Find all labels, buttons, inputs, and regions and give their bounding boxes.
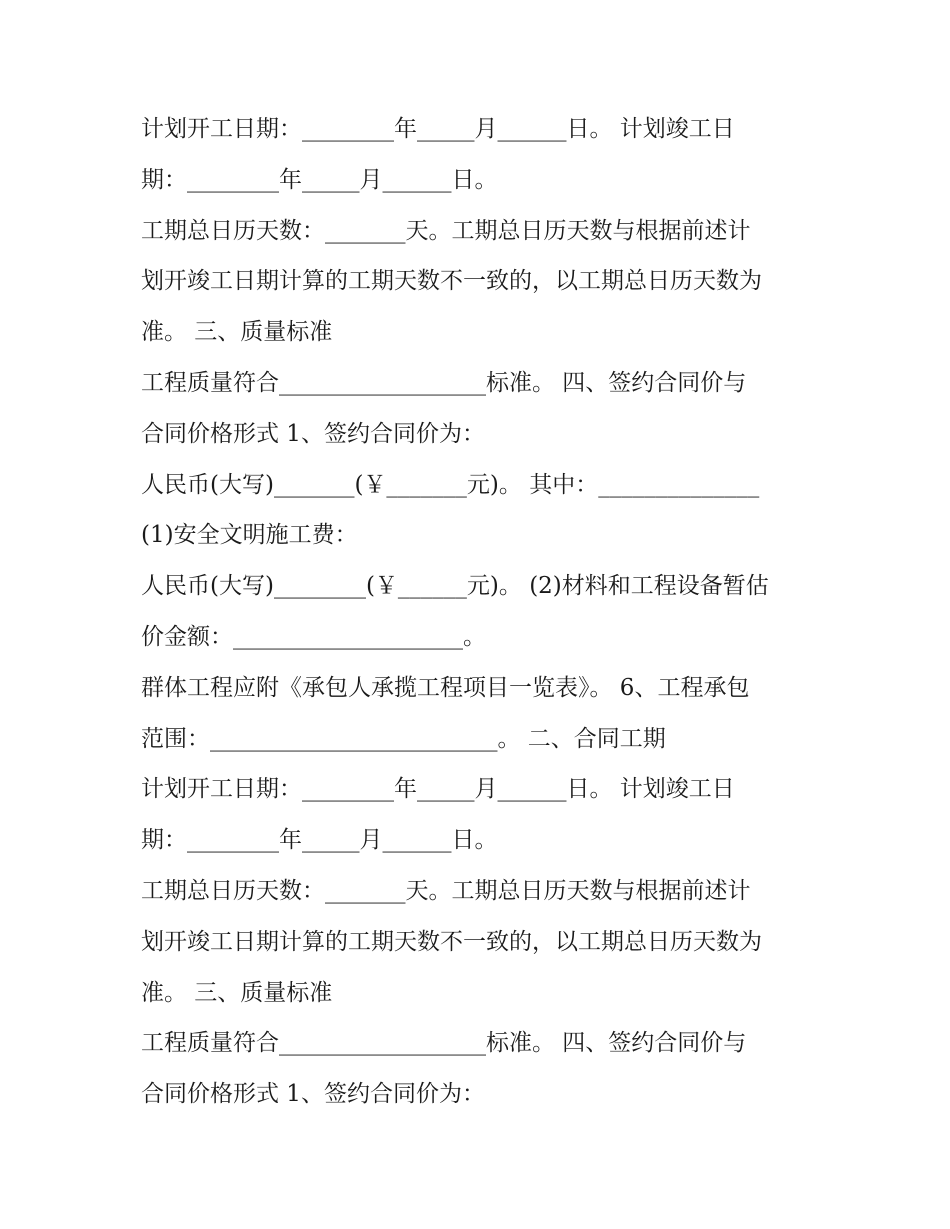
text-line: 价金额：____________________。	[141, 623, 486, 650]
text-line: 人民币(大写)________(￥______元)。 (2)材料和工程设备暂估	[141, 573, 769, 600]
text-line: (1)安全文明施工费：	[141, 522, 358, 549]
text-line: 划开竣工日期计算的工期天数不一致的，以工期总日历天数为	[141, 928, 762, 955]
text-line: 人民币(大写)_______(￥_______元)。 其中：______________	[141, 471, 760, 498]
text-line: 计划开工日期：________年_____月______日。 计划竣工日	[141, 776, 735, 803]
text-line: 工程质量符合__________________标准。 四、签约合同价与	[141, 1030, 747, 1057]
text-line: 准。 三、质量标准	[141, 979, 333, 1006]
text-line: 工程质量符合__________________标准。 四、签约合同价与	[141, 369, 747, 396]
text-line: 计划开工日期：________年_____月______日。 计划竣工日	[141, 116, 735, 142]
text-line: 准。 三、质量标准	[141, 319, 333, 346]
text-line: 合同价格形式 1、签约合同价为：	[141, 1081, 485, 1108]
text-line: 工期总日历天数：_______天。工期总日历天数与根据前述计	[141, 877, 751, 904]
contract-text-body	[141, 104, 821, 1120]
text-line: 群体工程应附《承包人承揽工程项目一览表》。 6、工程承包	[141, 674, 750, 701]
text-line: 期：________年_____月______日。	[141, 166, 498, 193]
text-line: 工期总日历天数：_______天。工期总日历天数与根据前述计	[141, 217, 751, 244]
text-line: 划开竣工日期计算的工期天数不一致的，以工期总日历天数为	[141, 268, 762, 295]
text-line: 范围：_________________________。 二、合同工期	[141, 725, 666, 752]
text-line: 合同价格形式 1、签约合同价为：	[141, 420, 485, 447]
text-line: 期：________年_____月______日。	[141, 827, 498, 854]
